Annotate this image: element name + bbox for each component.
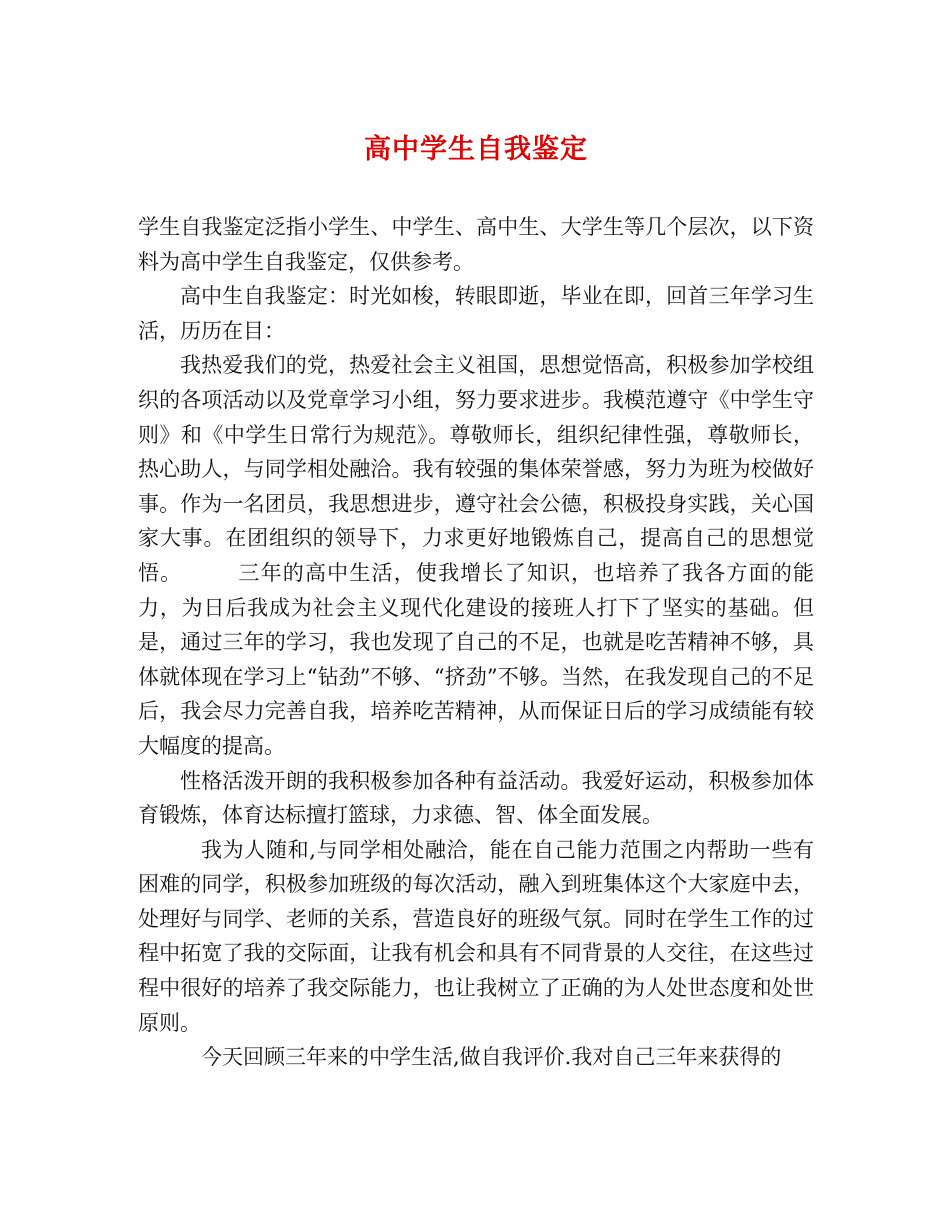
paragraph-relations: 我为人随和,与同学相处融洽，能在自己能力范围之内帮助一些有困难的同学，积极参加班级的每次活动，融入到班集体这个大家庭中去，处理好与同学、老师的关系，营造良好的班级气氛。同时在学生工作的过程中拓宽了我的交际面，让我有机会和具有不同背景的人交往，在这些过程中很好的培养了我交际能力，也让我树立了正确的为人处世态度和处世原则。 [138,837,814,1035]
paragraph-personality: 性格活泼开朗的我积极参加各种有益活动。我爱好运动，积极参加体育锻炼，体育达标擅打篮球，力求德、智、体全面发展。 [138,768,814,828]
document-title: 高中学生自我鉴定 [364,134,588,165]
paragraph-intro: 学生自我鉴定泛指小学生、中学生、高中生、大学生等几个层次，以下资料为高中学生自我鉴定，仅供参考。 [138,215,814,274]
paragraph-opening: 高中生自我鉴定：时光如梭，转眼即逝，毕业在即，回首三年学习生活，历历在目： [138,284,814,343]
paragraph-review: 今天回顾三年来的中学生活,做自我评价.我对自己三年来获得的 [201,1045,782,1070]
document-page [138,128,814,1075]
paragraph-thought: 我热爱我们的党，热爱社会主义祖国，思想觉悟高，积极参加学校组织的各项活动以及党章学习小组，努力要求进步。我模范遵守《中学生守则》和《中学生日常行为规范》。尊敬师长，组织纪律性强，尊敬师长，热心助人，与同学相处融洽。我有较强的集体荣誉感，努力为班为校做好事。作为一名团员，我思想进步，遵守社会公德，积极投身实践，关心国家大事。在团组织的领导下，力求更好地锻炼自己，提高自己的思想觉悟。 三年的高中生活，使我增长了知识，也培养了我各方面的能力，为日后我成为社会主义现代化建设的接班人打下了坚实的基础。但是，通过三年的学习，我也发现了自己的不足，也就是吃苦精神不够，具体就体现在学习上“钻劲”不够、“挤劲”不够。当然，在我发现自己的不足后，我会尽力完善自我，培养吃苦精神，从而保证日后的学习成绩能有较大幅度的提高。 [138,353,814,758]
